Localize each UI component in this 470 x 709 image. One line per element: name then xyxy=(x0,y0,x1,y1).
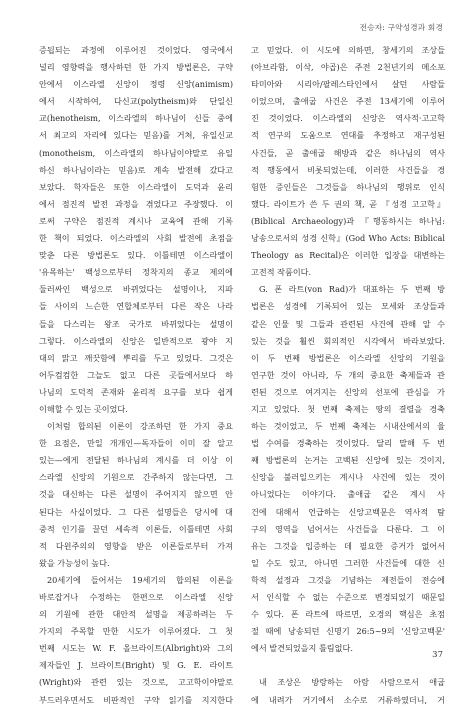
text-line: 이 두 번째 방법론은 이스라엘 신앙의 기원을 xyxy=(251,352,445,363)
text-line: 유는 그것을 입증하는 데 필요한 증거가 없어서 xyxy=(251,540,445,551)
text-line: 사건들, 곧 출애굽 해방과 같은 하나님의 역사 xyxy=(251,147,445,158)
blank-line xyxy=(251,657,445,674)
text-line: 들을 다스리는 왕조 국가로 바뀌었다는 설명이 xyxy=(39,318,233,329)
text-line: 것을 대신하는 다른 설명이 주어지지 않으면 안 xyxy=(39,489,233,500)
text-line: 20세기에 들어서는 19세기의 합의된 이론을 xyxy=(47,574,233,585)
text-line: 고 믿었다. 이 시도에 의하면, 창세기의 조상들 xyxy=(251,45,445,55)
text-line: 적 다윈주의의 영향을 받은 이론들로부터 가져 xyxy=(39,540,233,551)
text-line: 이처럼 합의된 이론이 강조하던 한 가지 중요 xyxy=(47,421,233,432)
text-line: 있는—에게 전달된 하나님의 계시를 더 이상 이 xyxy=(39,455,233,466)
text-line: 아니었다는 이야기다. 출애굽 같은 계시 사 xyxy=(251,489,445,500)
text-line: 하신 하나님이라는 믿음)로 계속 발전해 갔다고 xyxy=(39,164,233,175)
text-line: 이었으며, 출애굽 사건은 주전 13세기에 이루어 xyxy=(251,96,445,107)
text-line: 교(henotheism, 이스라엘의 하나님이 신들 중에 xyxy=(39,113,233,124)
text-line: 했다. 라이트가 쓴 두 권의 책, 곧 『성경 고고학』 xyxy=(251,198,445,209)
text-line: 둘러싸인 백성으로 바뀌었다는 설명이나, 지파 xyxy=(39,284,233,295)
text-line: 에서 발견되었을지 틀림없다. xyxy=(251,643,353,654)
text-line: 널리 영향력을 행사하던 한 가지 방법론은, 구약 xyxy=(39,62,233,73)
text-line: 내 조상은 방랑하는 아람 사람으로서 애굽 xyxy=(259,677,445,688)
text-line: 연구한 것이 아니라, 두 개의 중요한 축제들과 관 xyxy=(251,369,445,380)
text-line: (아브라함, 이삭, 야곱)은 주전 2천년기의 메소포 xyxy=(251,62,445,73)
text-line: 험한 증인들은 그것들을 하나님의 행위로 인식 xyxy=(251,181,445,192)
text-line: 적 연구의 도움으로 연대를 추정하고 재구성된 xyxy=(251,130,445,141)
text-line: 된다는 사실이었다. 그 다른 설명들은 당시에 대 xyxy=(39,506,233,517)
text-line: 지고 있었다. 첫 번째 축제는 땅의 결렬을 경축 xyxy=(251,403,445,414)
text-line: 한 요점은, 만일 개개인—독자들이 이미 잘 알고 xyxy=(39,438,233,449)
text-line: 나님의 도덕적 존재와 윤리적 요구를 보다 쉽게 xyxy=(39,386,233,397)
text-line: 부드러우면서도 비판적인 구약 읽기를 지지한다 xyxy=(39,694,233,705)
text-line: 보았다. 학자들은 또한 이스라엘이 도덕과 윤리 xyxy=(39,181,233,192)
text-line: 그렇다. 이스라엘의 신앙은 일반적으로 광야 지 xyxy=(39,335,233,346)
text-line: 제자들인 J. 브라이트(Bright) 및 G. E. 라이트 xyxy=(39,660,233,671)
text-line: 적 행동에서 비롯되었는데, 이러한 사건들을 경 xyxy=(251,164,445,175)
text-line: 어두컴컴한 그늘도 없고 다른 곳들에서보다 하 xyxy=(39,369,233,380)
text-line: 일 수도 있고, 아니면 그러한 사건들에 대한 신 xyxy=(251,557,445,568)
text-line: 구의 영역을 넘어서는 사건들을 다룬다. 그 이 xyxy=(251,523,445,534)
left-column xyxy=(39,42,233,709)
text-line: 진 것이었다. 이스라엘의 신앙은 역사적·고고학 xyxy=(251,113,445,124)
text-line: (Wright)와 관련 있는 것으로, 고고학이야말로 xyxy=(39,677,233,688)
text-line: 에서 점진적 발전 과정을 겪었다고 주장했다. 이 xyxy=(39,198,233,209)
text-line: 하는 것이었고, 두 번째 축제는 시내산에서의 율 xyxy=(251,421,445,432)
text-line: 안에서 이스라엘 신앙이 정령 신앙(animism) xyxy=(39,79,233,90)
text-line: 학적 설정과 그것을 기념하는 제전들이 전승에 xyxy=(251,574,445,585)
text-line: 법론은 성경에 기록되어 있는 모세와 조상들과 xyxy=(251,301,445,312)
text-line: 에서 시작하여, 다신교(polytheism)와 단일신 xyxy=(39,96,233,107)
text-line: 건에 대해서 언급하는 신앙고백문은 역사적 탐 xyxy=(251,506,445,517)
text-line: 중적 인기를 끌던 세속적 이론들, 이틀테면 사회 xyxy=(39,523,233,534)
right-column xyxy=(251,42,445,709)
text-line: 신앙을 불러일으키는 계시나 사건에 있는 것이 xyxy=(251,472,445,483)
text-line: 맞춘 다른 방법론도 있다. 이틀테면 이스라엘이 xyxy=(39,250,233,261)
text-line: 절 때에 낭송되던 신명기 26:5~9의 '신앙고백문' xyxy=(251,626,445,637)
text-line: (monotheism, 이스라엘의 하나님이야말로 유일 xyxy=(39,147,233,158)
text-line: 들 사이의 느슨한 연합체로부터 다른 작은 나라 xyxy=(39,301,233,312)
text-line: 가지의 주목할 만한 시도가 이루어졌다. 그 첫 xyxy=(39,626,233,637)
text-line: 째 방법론의 논거는 고백된 신앙에 있는 것이지, xyxy=(251,455,445,466)
text-line: 련된 것으로 여겨지는 신앙의 선포에 관심을 가 xyxy=(251,386,445,397)
text-line: 스라엘 신앙의 기원으로 간주하지 않는다면, 그 xyxy=(39,472,233,483)
running-header: 전승자: 구약성경과 회경 xyxy=(359,23,443,32)
text-line: 서 최고의 자리에 있다는 믿음)를 거쳐, 유일신교 xyxy=(39,130,233,141)
text-line: 타미아와 시리아/팔레스타인에서 살던 사람들 xyxy=(251,79,445,90)
text-line: 의 기원에 관한 대안적 설명을 제공하려는 두 xyxy=(39,609,233,620)
text-line: 이해할 수 있는 곳이었다. xyxy=(39,403,128,414)
text-line: 같은 인물 및 그들과 관련된 사건에 관해 알 수 xyxy=(251,318,445,329)
text-line: 법 수여를 경축하는 것이었다. 달리 말해 두 번 xyxy=(251,438,445,449)
page-number: 37 xyxy=(432,650,443,660)
text-line: 고전적 작품이다. xyxy=(251,267,312,278)
text-line: 대의 맑고 깨끗함에 뿌리를 두고 있었다. 그것은 xyxy=(39,352,233,363)
text-line: 한 책이 되었다. 이스라엘의 사회 발전에 초점을 xyxy=(39,233,233,244)
text-line: '유목하는' 백성으로부터 정착지의 종교 제의에 xyxy=(39,267,233,278)
text-line: 바로잡거나 수정하는 한편으로 이스라엘 신앙 xyxy=(39,592,233,602)
text-line: (Biblical Archaeology)과 『행동하시는 하나님: xyxy=(251,215,445,226)
text-line: 있는 것을 훨씬 회의적인 시각에서 바라보았다. xyxy=(251,335,445,346)
text-line: 에 내려가 거기에서 소수로 거류하였더니, 거 xyxy=(251,694,445,705)
text-line: G. 폰 라트(von Rad)가 대표하는 두 번째 방 xyxy=(259,284,445,295)
text-line: 수 있다. 폰 라트에 따르면, 오경의 핵심은 초점 xyxy=(251,609,445,620)
text-line: 증됩되는 과정에 이루어진 것이었다. 영국에서 xyxy=(39,45,233,55)
text-line: 서 인식할 수 없는 수준으로 변경되었기 때문일 xyxy=(251,592,445,602)
text-line: 낭송으로서의 성경 신학』(God Who Acts: Biblical xyxy=(251,233,445,244)
text-line: 번째 시도는 W. F. 올브라이트(Albright)와 그의 xyxy=(39,643,233,654)
text-line: 로써 구약은 점진적 계시나 교육에 관해 기록 xyxy=(39,215,233,226)
text-line: 왔을 가능성이 높다. xyxy=(39,557,110,568)
text-line: Theology as Recital)은 이러한 입장을 대변하는 xyxy=(251,250,445,261)
